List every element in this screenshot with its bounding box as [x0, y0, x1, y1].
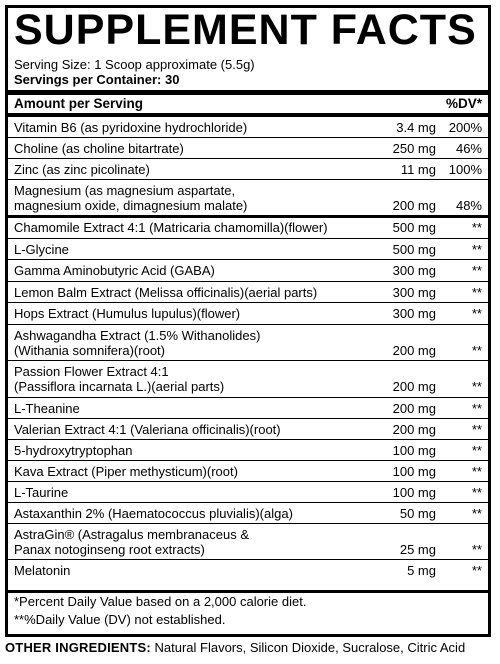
- footnote-not-established: **%Daily Value (DV) not established.: [14, 612, 226, 627]
- panel-title: SUPPLEMENT FACTS: [14, 6, 477, 54]
- ingredient-name: Ashwagandha Extract (1.5% Withanolides): [14, 328, 261, 343]
- table-row: [8, 137, 488, 158]
- ingredient-name: magnesium oxide, dimagnesium malate): [14, 198, 248, 213]
- ingredient-dv: **: [471, 443, 482, 458]
- other-ingredients-label: OTHER INGREDIENTS:: [5, 640, 151, 655]
- ingredient-name: 5-hydroxytryptophan: [14, 443, 133, 458]
- thick-divider-bottom: [8, 590, 488, 593]
- serving-size: Serving Size: 1 Scoop approximate (5.5g): [14, 57, 255, 72]
- table-row: [8, 502, 488, 523]
- thick-divider-top: [8, 90, 488, 95]
- table-row: [8, 360, 488, 397]
- ingredient-amount: 500 mg: [392, 220, 436, 235]
- ingredient-name: Gamma Aminobutyric Acid (GABA): [14, 263, 215, 278]
- ingredient-amount: 300 mg: [392, 263, 436, 278]
- ingredient-name: Vitamin B6 (as pyridoxine hydrochloride): [14, 120, 248, 135]
- ingredient-amount: 50 mg: [399, 506, 436, 521]
- ingredient-name: Hops Extract (Humulus lupulus)(flower): [14, 306, 241, 321]
- table-row: [8, 439, 488, 460]
- ingredient-name: Magnesium (as magnesium aspartate,: [14, 183, 236, 198]
- ingredient-amount: 25 mg: [399, 542, 436, 557]
- ingredient-dv: **: [471, 401, 482, 416]
- ingredient-amount: 100 mg: [392, 443, 436, 458]
- table-row: [8, 116, 488, 137]
- ingredient-dv: **: [471, 306, 482, 321]
- ingredient-dv: **: [471, 506, 482, 521]
- ingredient-amount: 500 mg: [392, 242, 436, 257]
- table-row: [8, 259, 488, 281]
- supplement-facts-panel: [5, 5, 491, 637]
- table-row: [8, 302, 488, 324]
- ingredient-dv: **: [471, 263, 482, 278]
- ingredient-name: Kava Extract (Piper methysticum)(root): [14, 464, 238, 479]
- servings-per-container: Servings per Container: 30: [14, 72, 180, 87]
- ingredient-dv: **: [471, 422, 482, 437]
- ingredient-amount: 5 mg: [407, 563, 436, 578]
- ingredient-name: L-Theanine: [14, 401, 80, 416]
- ingredient-amount: 200 mg: [392, 198, 436, 213]
- table-row: [8, 481, 488, 502]
- other-ingredients-list: Natural Flavors, Silicon Dioxide, Sucralose, Citric Acid: [150, 640, 466, 655]
- table-row: [8, 281, 488, 302]
- table-row: [8, 215, 488, 238]
- table-row: [8, 179, 488, 215]
- ingredient-name: L-Glycine: [14, 242, 69, 257]
- ingredient-amount: 250 mg: [392, 141, 436, 156]
- ingredient-amount: 200 mg: [392, 379, 436, 394]
- table-row: [8, 418, 488, 439]
- dv-header: %DV*: [445, 96, 482, 111]
- ingredient-amount: 200 mg: [392, 401, 436, 416]
- table-row: [8, 324, 488, 360]
- ingredient-amount: 200 mg: [392, 343, 436, 358]
- ingredient-dv: 200%: [448, 120, 482, 135]
- ingredient-name: Melatonin: [14, 563, 71, 578]
- ingredient-dv: 46%: [455, 141, 482, 156]
- table-row: [8, 523, 488, 559]
- ingredient-name: Passion Flower Extract 4:1: [14, 364, 169, 379]
- ingredient-name: (Withania somnifera)(root): [14, 343, 165, 358]
- ingredient-name: AstraGin® (Astragalus membranaceus &: [14, 527, 250, 542]
- ingredient-name: Valerian Extract 4:1 (Valeriana officinalis)(root): [14, 422, 281, 437]
- ingredient-dv: **: [471, 563, 482, 578]
- ingredient-amount: 100 mg: [392, 464, 436, 479]
- ingredient-dv: **: [471, 485, 482, 500]
- footnote-daily-value: *Percent Daily Value based on a 2,000 calorie diet.: [14, 594, 307, 609]
- ingredient-dv: **: [471, 285, 482, 300]
- amount-per-serving-header: Amount per Serving: [14, 96, 144, 111]
- ingredient-name: Astaxanthin 2% (Haematococcus pluvialis)(alga): [14, 506, 293, 521]
- ingredient-name: Zinc (as zinc picolinate): [14, 162, 150, 177]
- table-row: [8, 158, 488, 179]
- ingredient-name: (Passiflora incarnata L.)(aerial parts): [14, 379, 225, 394]
- ingredient-name: Lemon Balm Extract (Melissa officinalis)(aerial parts): [14, 285, 318, 300]
- ingredient-amount: 300 mg: [392, 285, 436, 300]
- ingredient-dv: **: [471, 220, 482, 235]
- ingredient-name: Chamomile Extract 4:1 (Matricaria chamomilla)(flower): [14, 220, 328, 235]
- ingredient-dv: **: [471, 542, 482, 557]
- table-row: [8, 460, 488, 481]
- ingredient-dv: **: [471, 379, 482, 394]
- ingredient-amount: 11 mg: [400, 162, 436, 177]
- ingredient-dv: 48%: [455, 198, 482, 213]
- ingredient-amount: 300 mg: [392, 306, 436, 321]
- ingredient-dv: 100%: [448, 162, 482, 177]
- table-row: [8, 397, 488, 418]
- ingredient-name: Choline (as choline bitartrate): [14, 141, 184, 156]
- ingredient-name: L-Taurine: [14, 485, 69, 500]
- table-row: [8, 238, 488, 259]
- ingredient-dv: **: [471, 464, 482, 479]
- ingredient-amount: 200 mg: [392, 422, 436, 437]
- table-row: [8, 559, 488, 581]
- ingredient-dv: **: [471, 242, 482, 257]
- ingredient-name: Panax notoginseng root extracts): [14, 542, 205, 557]
- ingredient-dv: **: [471, 343, 482, 358]
- ingredient-amount: 100 mg: [392, 485, 436, 500]
- ingredient-amount: 3.4 mg: [396, 120, 436, 135]
- other-ingredients: [5, 640, 465, 656]
